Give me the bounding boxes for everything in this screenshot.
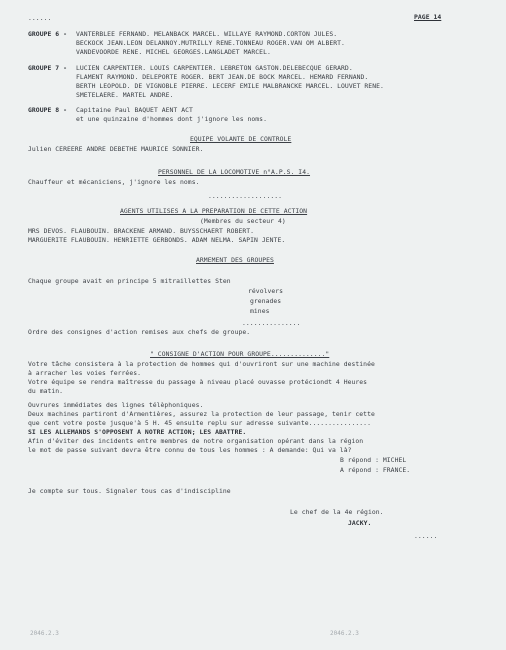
separator: ................... <box>208 192 283 200</box>
footer-right-mark: 2046.2.3 <box>330 630 359 637</box>
agents-line: MARGUERITE FLAUBOUIN. HENRIETTE GERBONDS. ADAM NELMA. SAPIN JENTE. <box>28 236 286 244</box>
section-title: PERSONNEL DE LA LOCOMOTIVE n°A.P.S. I4. <box>158 168 311 176</box>
signature-title: Le chef de la 4e région. <box>290 508 384 516</box>
consigne-line: Deux machines partiront d'Armentières, assurez la protection de leur passage, tenir cette <box>28 410 375 418</box>
group-line: LUCIEN CARPENTIER. LOUIS CARPENTIER. LEBRETON GASTON.DELEBECQUE GERARD. <box>76 64 353 72</box>
consigne-line: à arracher les voies ferrées. <box>28 369 142 377</box>
signature-dots: ...... <box>414 532 438 540</box>
page-number: PAGE 14 <box>414 13 442 21</box>
group-line: VANDEVOORDE RENE. MICHEL GEORGES.LANGLADET MARCEL. <box>76 48 271 56</box>
header-dashes: ...... <box>28 14 52 22</box>
consigne-line: le mot de passe suivant devra être connu de tous les hommes : A demande: Qui va là? <box>28 446 352 454</box>
page-content <box>28 6 483 626</box>
consigne-line: Afin d'éviter des incidents entre membres de notre organisation opérant dans la région <box>28 437 364 445</box>
group-label: GROUPE 6 - <box>28 30 67 38</box>
consigne-response: A répond : FRANCE. <box>340 466 411 474</box>
group-label: GROUPE 7 - <box>28 64 67 72</box>
armement-item: mines <box>250 307 270 315</box>
group-line: et une quinzaine d'hommes dont j'ignore les noms. <box>76 115 267 123</box>
group-line: VANTERBLEE FERNAND. MELANBACK MARCEL. WILLAYE RAYMOND.CORTON JULES. <box>76 30 338 38</box>
group-line: SMETELAERE. MARTEL ANDRE. <box>76 91 174 99</box>
separator: ............... <box>242 319 301 327</box>
agents-line: MRS DEVOS. FLAUBOUIN. BRACKENE ARMAND. BUYSSCHAERT ROBERT. <box>28 227 255 235</box>
armement-item: révolvers <box>248 287 284 295</box>
section-subtitle: (Membres du secteur 4) <box>200 217 286 225</box>
consigne-line: Ouvrures immédiates des lignes télèphoniques. <box>28 401 204 409</box>
group-line: BERTH LEOPOLD. DE VIGNOBLE PIERRE. LECERF EMILE MALBRANCKE MARCEL. LOUVET RENE. <box>76 82 384 90</box>
consigne-line: du matin. <box>28 387 64 395</box>
section-title: ARMEMENT DES GROUPES <box>196 256 274 264</box>
consigne-closing: Je compte sur tous. Signaler tous cas d'indiscipline <box>28 487 231 495</box>
consigne-line: Votre tâche consistera à la protection de hommes qui d'ouvriront sur une machine destinée <box>28 360 375 368</box>
footer-left-mark: 2046.2.3 <box>30 630 59 637</box>
group-label: GROUPE 8 - <box>28 106 67 114</box>
consigne-response: B répond : MICHEL <box>340 456 407 464</box>
armement-closing: Ordre des consignes d'action remises aux chefs de groupe. <box>28 328 251 336</box>
signature-name: JACKY. <box>348 519 372 527</box>
armement-item: grenades <box>250 297 282 305</box>
personnel-text: Chauffeur et mécaniciens, j'ignore les noms. <box>28 178 200 186</box>
section-title: AGENTS UTILISES A LA PREPARATION DE CETTE ACTION <box>120 207 308 215</box>
consigne-line: SI LES ALLEMANDS S'OPPOSENT A NOTRE ACTION; LES ABATTRE. <box>28 428 247 436</box>
group-line: FLAMENT RAYMOND. DELEPORTE ROGER. BERT JEAN.DE BOCK MARCEL. HEMARD FERNAND. <box>76 73 369 81</box>
section-title: EQUIPE VOLANTE DE CONTROLE <box>190 135 292 143</box>
group-line: BECKOCK JEAN.LEON DELANNOY.MUTRILLY RENE.TONNEAU ROGER.VAN OM ALBERT. <box>76 39 345 47</box>
consigne-line: Votre équipe se rendra maîtresse du passage à niveau placé ouvasse protéciondt 4 Heures <box>28 378 368 386</box>
consigne-line: que cent votre poste jusque'à 5 H. 45 ensuite replu sur adresse suivante................ <box>28 419 371 427</box>
group-line: Capitaine Paul BAQUET AENT ACT <box>76 106 193 114</box>
section-title: " CONSIGNE D'ACTION POUR GROUPE.............." <box>150 350 330 358</box>
equipe-names: Julien CEREERE ANDRE DEBETHE MAURICE SONNIER. <box>28 145 204 153</box>
armement-intro: Chaque groupe avait en principe 5 mitraillettes Sten <box>28 277 231 285</box>
